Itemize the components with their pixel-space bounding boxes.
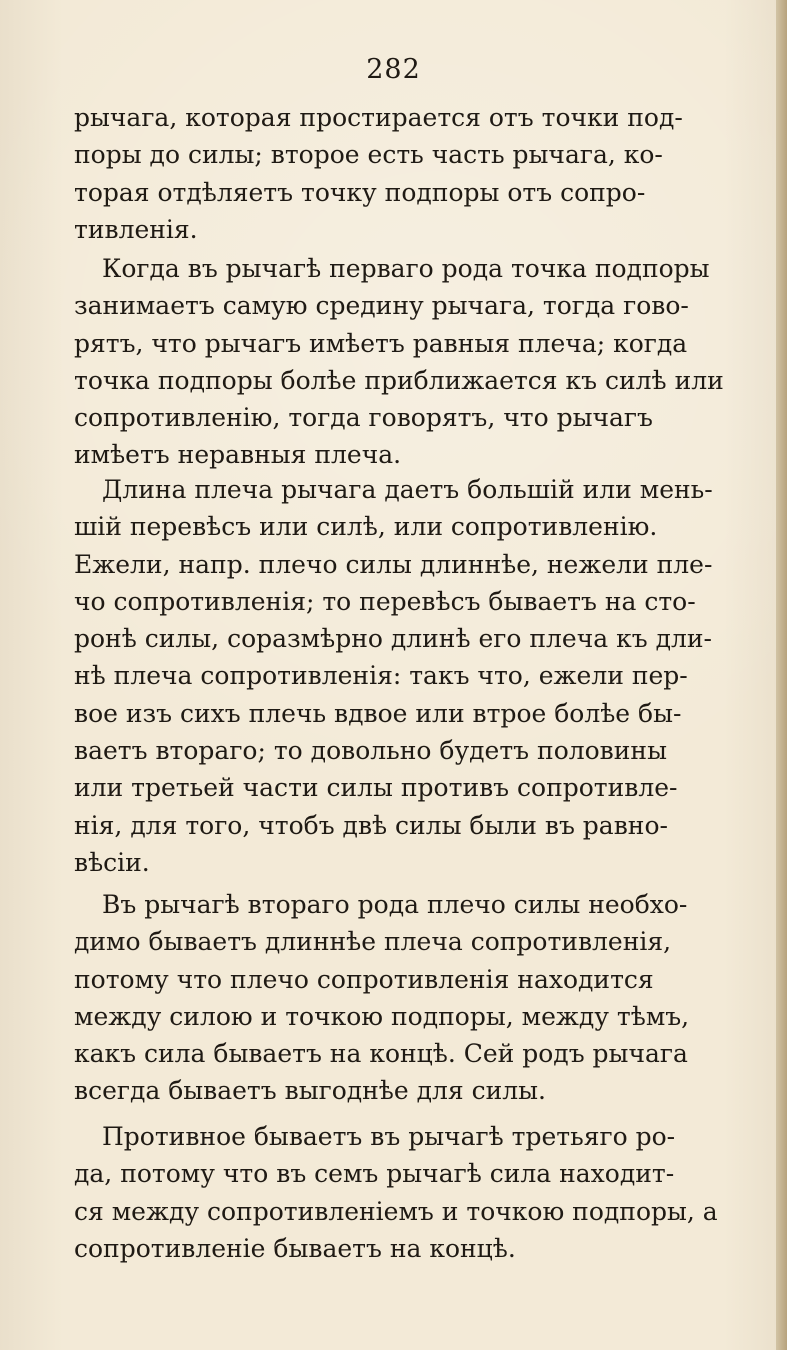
paragraph-1: рычага, которая простирается отъ точки под- поры до силы; второе есть часть рычага, ко- торая отдѣляетъ точку подпоры отъ сопро- тивленія. <box>74 103 683 244</box>
paragraph-5-block <box>74 1118 744 1267</box>
paragraph-1-block <box>74 99 744 248</box>
paragraph-3: Длина плеча рычага даетъ большій или мень- шій перевѣсъ или силѣ, или сопротивленію. Ежели, напр. плечо силы длиннѣе, нежели пле- чо сопротивленія; то перевѣсъ бываетъ на сто- ронѣ силы, соразмѣрно длинѣ его плеча къ дли- нѣ плеча сопротивленія: такъ что, ежели пер- вое изъ сихъ плечь вдвое или втрое болѣе бы- ваетъ втораго; то довольно будетъ половины или третьей части силы противъ сопротивле- нія, для того, чтобъ двѣ силы были въ равно- вѣсіи. <box>74 475 713 877</box>
page-edge <box>776 0 787 1350</box>
paragraph-4-block <box>74 886 744 1110</box>
page-number: 282 <box>366 54 421 85</box>
paragraph-2-block <box>74 250 744 474</box>
paragraph-5: Противное бываетъ въ рычагѣ третьяго ро- да, потому что въ семъ рычагѣ сила находит- ся между сопротивленіемъ и точкою подпоры, а сопротивленіе бываетъ на концѣ. <box>74 1122 718 1263</box>
paragraph-4: Въ рычагѣ втораго рода плечо силы необхо- димо бываетъ длиннѣе плеча сопротивленія, потому что плечо сопротивленія находится между силою и точкою подпоры, между тѣмъ, какъ сила бываетъ на концѣ. Сей родъ рычага всегда бываетъ выгоднѣе для силы. <box>74 890 690 1106</box>
paragraph-2: Когда въ рычагѣ перваго рода точка подпоры занимаетъ самую средину рычага, тогда гово- рятъ, что рычагъ имѣетъ равныя плеча; когда точка подпоры болѣе приближается къ силѣ или сопротивленію, тогда говорятъ, что рычагъ имѣетъ неравныя плеча. <box>74 254 724 470</box>
paragraph-3-block <box>74 471 744 881</box>
